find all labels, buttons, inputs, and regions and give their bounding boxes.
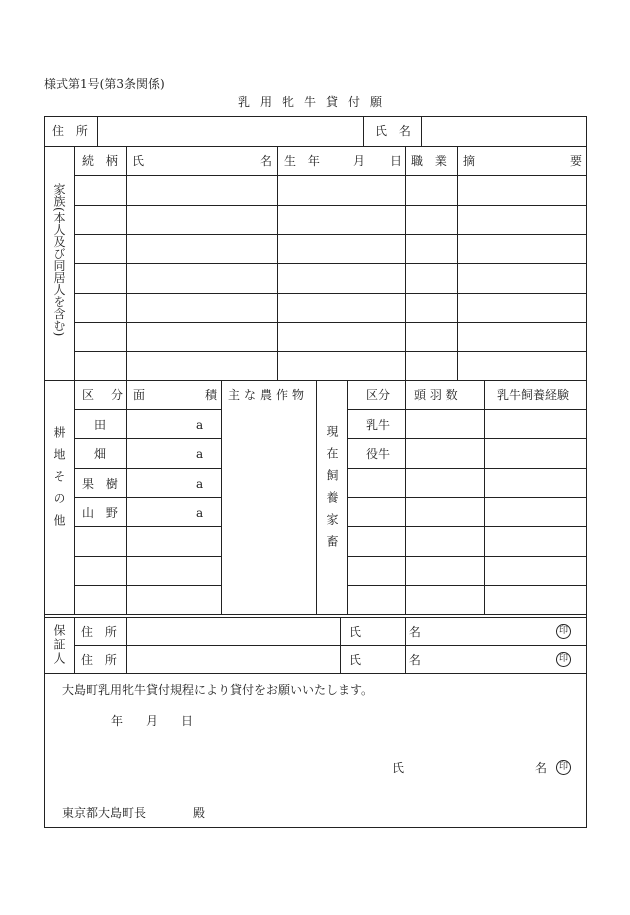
family-section-label: 家族(本人及び同居人を含む): [52, 183, 66, 337]
guarantor-address-field[interactable]: [127, 618, 340, 645]
land-col-area-left: 面: [133, 388, 146, 402]
date-month-label: 月: [146, 714, 159, 728]
date-day-label: 日: [181, 714, 194, 728]
livestock-row-category: 役牛: [366, 447, 391, 461]
land-row-unit: a: [196, 477, 204, 491]
guarantor-name-label: 氏 名: [349, 625, 443, 639]
land-section-label: 耕地その他: [52, 426, 66, 536]
guarantor-address-label: 住 所: [81, 653, 121, 667]
seal-mark: 印: [556, 652, 571, 667]
applicant-address-field[interactable]: [98, 117, 363, 146]
land-row-unit: a: [196, 418, 204, 432]
family-col-name-left: 氏: [132, 154, 145, 168]
guarantor-address-label: 住 所: [81, 625, 121, 639]
land-row-category: 山 野: [82, 506, 122, 520]
livestock-col-head-count: 頭 羽 数: [414, 388, 458, 402]
seal-mark: 印: [556, 760, 571, 775]
land-col-crops: 主な農作物: [228, 388, 309, 402]
signer-surname-label: 氏: [392, 761, 405, 775]
guarantor-address-field[interactable]: [127, 646, 340, 673]
guarantor-section-label: 保証人: [52, 624, 66, 666]
family-col-birth-year: 生 年: [284, 154, 324, 168]
family-col-birth-month: 月: [353, 154, 366, 168]
guarantor-name-label: 氏 名: [349, 653, 443, 667]
signer-name-field[interactable]: [410, 755, 530, 779]
guarantor-name-field[interactable]: [406, 646, 546, 673]
family-col-occupation: 職 業: [411, 154, 451, 168]
land-row-unit: a: [196, 506, 204, 520]
livestock-section-label: 現在飼養家畜: [325, 425, 339, 557]
form-title: 乳用牝牛貸付願: [237, 95, 392, 109]
land-row-category: 果 樹: [82, 477, 122, 491]
applicant-address-label: 住 所: [52, 124, 92, 138]
addressee: 東京都大島町長: [62, 806, 147, 820]
date-year-label: 年: [111, 714, 124, 728]
family-col-remarks-left: 摘: [463, 154, 476, 168]
land-col-category-left: 区: [82, 388, 95, 402]
family-col-relation: 続 柄: [82, 154, 122, 168]
family-col-birth-day: 日: [390, 154, 403, 168]
form-number: 様式第1号(第3条関係): [44, 77, 165, 91]
signer-given-label: 名: [535, 761, 548, 775]
livestock-col-category: 区分: [366, 388, 391, 402]
form-frame: [45, 117, 587, 828]
land-col-area-right: 積: [205, 388, 218, 402]
land-row-category: 田: [94, 418, 107, 432]
land-row-category: 畑: [94, 447, 107, 461]
applicant-name-field[interactable]: [422, 117, 586, 146]
request-statement: 大島町乳用牝牛貸付規程により貸付をお願いいたします。: [62, 683, 374, 697]
seal-mark: 印: [556, 624, 571, 639]
family-col-remarks-right: 要: [570, 154, 583, 168]
applicant-name-label: 氏 名: [375, 124, 415, 138]
family-col-name-right: 名: [260, 154, 273, 168]
addressee-honorific: 殿: [193, 806, 206, 820]
guarantor-name-field[interactable]: [406, 618, 546, 645]
livestock-col-experience: 乳牛飼養経験: [497, 388, 570, 402]
land-col-category-right: 分: [111, 388, 124, 402]
livestock-row-category: 乳牛: [366, 418, 391, 432]
land-row-unit: a: [196, 447, 204, 461]
